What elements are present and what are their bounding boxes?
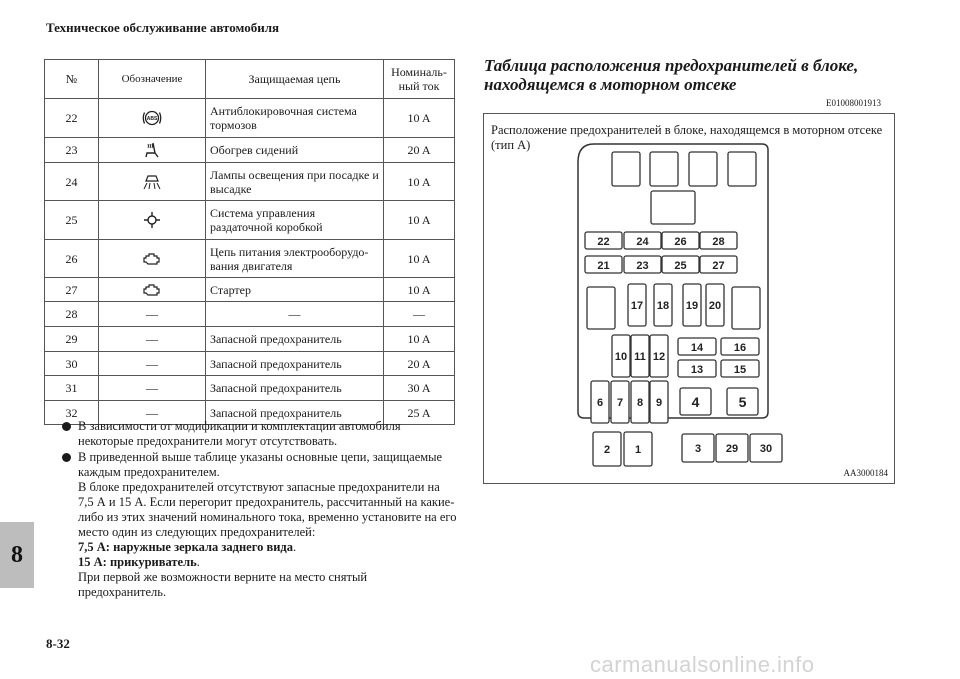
table-row <box>45 240 455 278</box>
fuse-label: 28 <box>712 236 725 248</box>
table-row <box>45 201 455 240</box>
fuse-label: 3 <box>694 443 702 455</box>
fuse-label: 8 <box>636 397 644 409</box>
table-row <box>45 138 455 163</box>
row-circuit: Запасной предохранитель <box>206 401 384 425</box>
fuse-label: 17 <box>630 300 644 312</box>
row-rating: — <box>384 302 455 327</box>
col-header-rating: Номиналь-ный ток <box>384 60 455 99</box>
fuse-label: 4 <box>691 394 700 410</box>
seat-heater-icon <box>143 141 161 159</box>
fuse-label: 9 <box>655 397 663 409</box>
abs-icon <box>141 109 163 127</box>
fuse-label: 14 <box>690 342 704 354</box>
row-symbol-dash: — <box>99 352 206 376</box>
page-number: 8-32 <box>46 636 70 651</box>
fuse-label: 5 <box>738 394 747 410</box>
fuse-box-diagram <box>483 113 895 484</box>
relay-slot <box>732 287 760 329</box>
engine-icon <box>142 251 162 267</box>
engine-icon <box>142 282 162 298</box>
fuse-label: 20 <box>708 300 722 312</box>
note-text: В зависимости от модификации и комплектации автомобиля некоторые предохранители могут отсутствовать. <box>78 419 401 448</box>
row-circuit: Запасной предохранитель <box>206 327 384 352</box>
row-circuit: Цепь питания электрооборудо-вания двигателя <box>206 240 384 278</box>
row-circuit: Стартер <box>206 278 384 302</box>
note-bold: 7,5 А: наружные зеркала заднего вида <box>78 540 293 554</box>
table-row <box>45 278 455 302</box>
transfer-case-icon <box>142 211 162 229</box>
relay-slot <box>689 152 717 186</box>
fuse-label: 18 <box>656 300 670 312</box>
entry-lamp-icon <box>142 173 162 191</box>
fuse-label: 16 <box>733 342 747 354</box>
row-number: 27 <box>45 278 99 302</box>
row-symbol-dash: — <box>99 401 206 425</box>
row-number: 22 <box>45 99 99 138</box>
note-text: При первой же возможности верните на место снятый предохранитель. <box>78 570 368 599</box>
fuse-label: 1 <box>634 444 642 456</box>
row-rating: 10 A <box>384 163 455 201</box>
row-symbol-dash: — <box>99 376 206 401</box>
fuse-label: 13 <box>690 364 704 376</box>
note-substitute: 15 А: прикуриватель. <box>78 555 200 569</box>
row-number: 28 <box>45 302 99 327</box>
fuse-label: 25 <box>674 260 687 272</box>
fuse-label: 29 <box>725 443 739 455</box>
note-bold: 15 А: прикуриватель <box>78 555 197 569</box>
fuse-label: 15 <box>733 364 747 376</box>
row-number: 24 <box>45 163 99 201</box>
col-header-symbol: Обозначение <box>99 60 206 99</box>
table-row <box>45 327 455 352</box>
relay-slot <box>651 191 695 224</box>
fuse-label: 27 <box>712 260 725 272</box>
row-rating: 20 A <box>384 352 455 376</box>
relay-slot <box>612 152 640 186</box>
section-title: Таблица расположения предохранителей в блоке, находящемся в моторном отсеке <box>484 56 859 94</box>
table-row <box>45 302 455 327</box>
fuse-label: 10 <box>614 351 628 363</box>
svg-text:ABS: ABS <box>146 116 158 122</box>
fuse-label: 23 <box>636 260 649 272</box>
row-rating: 20 A <box>384 138 455 163</box>
table-row <box>45 99 455 138</box>
row-circuit: — <box>206 302 384 327</box>
row-circuit: Запасной предохранитель <box>206 376 384 401</box>
fuse-label: 21 <box>597 260 610 272</box>
note-text: В приведенной выше таблице указаны основные цепи, защищаемые каждым предохранителем. <box>78 450 443 479</box>
fuse-label: 26 <box>674 236 687 248</box>
relay-slot <box>728 152 756 186</box>
row-rating: 10 A <box>384 278 455 302</box>
note-text: В блоке предохранителей отсутствуют запасные предохранители на 7,5 А и 15 А. Если перегорит предохранитель, рассчитанный на какие-либо из этих значений номинального тока, временно установите на его место один из следующих предохранителей: <box>78 480 457 539</box>
row-rating: 10 A <box>384 99 455 138</box>
table-row <box>45 352 455 376</box>
row-number: 29 <box>45 327 99 352</box>
note-item <box>62 450 457 600</box>
relay-slot <box>587 287 615 329</box>
diagram-code: AA3000184 <box>843 468 888 478</box>
bullet-icon <box>62 453 71 462</box>
col-header-number: № <box>45 60 99 99</box>
row-rating: 10 A <box>384 327 455 352</box>
row-circuit: Антиблокировочная система тормозов <box>206 99 384 138</box>
col-header-circuit: Защищаемая цепь <box>206 60 384 99</box>
fuse-label: 12 <box>652 351 666 363</box>
row-symbol-dash: — <box>99 327 206 352</box>
fuse-box-illustration <box>484 114 894 483</box>
row-number: 31 <box>45 376 99 401</box>
fuse-label: 2 <box>603 444 611 456</box>
row-circuit: Лампы освещения при посадке и высадке <box>206 163 384 201</box>
section-code: E01008001913 <box>826 98 881 108</box>
row-number: 26 <box>45 240 99 278</box>
row-number: 23 <box>45 138 99 163</box>
table-row <box>45 163 455 201</box>
row-number: 25 <box>45 201 99 240</box>
fuse-label: 19 <box>685 300 699 312</box>
fuse-label: 7 <box>616 397 624 409</box>
row-circuit: Запасной предохранитель <box>206 352 384 376</box>
table-header-row <box>45 60 455 99</box>
relay-slot <box>650 152 678 186</box>
diagram-caption: Расположение предохранителей в блоке, находящемся в моторном отсеке (тип A) <box>491 123 883 152</box>
chapter-tab: 8 <box>0 522 34 588</box>
fuse-label: 6 <box>596 397 604 409</box>
row-rating: 10 A <box>384 240 455 278</box>
note-substitute: 7,5 А: наружные зеркала заднего вида. <box>78 540 297 554</box>
row-rating: 30 A <box>384 376 455 401</box>
fuse-label: 30 <box>759 443 773 455</box>
notes-section <box>62 419 457 601</box>
bullet-icon <box>62 422 71 431</box>
row-number: 32 <box>45 401 99 425</box>
row-number: 30 <box>45 352 99 376</box>
table-row <box>45 376 455 401</box>
row-circuit: Обогрев сидений <box>206 138 384 163</box>
row-rating: 25 A <box>384 401 455 425</box>
note-item <box>62 419 457 449</box>
row-circuit: Система управления раздаточной коробкой <box>206 201 384 240</box>
fuse-label: 24 <box>636 236 649 248</box>
row-symbol-dash: — <box>99 302 206 327</box>
row-rating: 10 A <box>384 201 455 240</box>
fuse-table <box>44 59 455 425</box>
fuse-label: 22 <box>597 236 610 248</box>
page-header-title: Техническое обслуживание автомобиля <box>46 20 280 35</box>
fuse-label: 11 <box>634 351 646 363</box>
watermark: carmanualsonline.info <box>590 652 815 677</box>
